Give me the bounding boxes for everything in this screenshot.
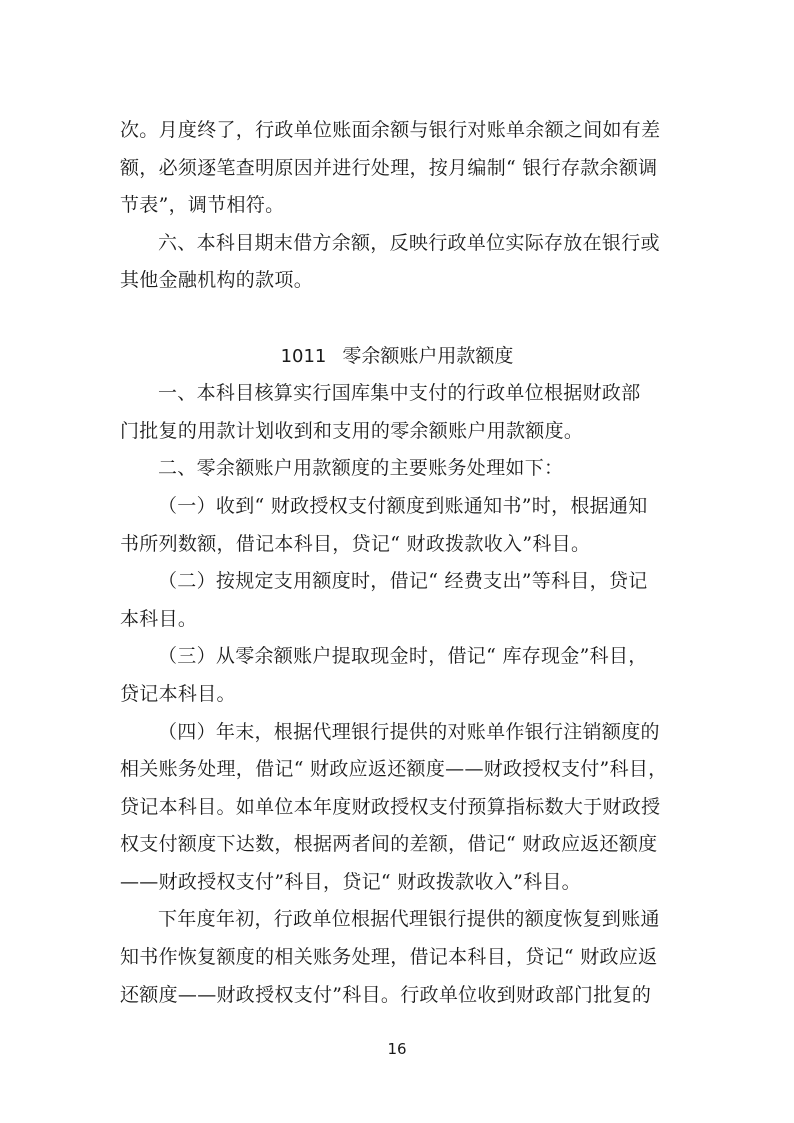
text-line: 贷记本科目。 [120,682,236,705]
text-line: 下年度年初，行政单位根据代理银行提供的额度恢复到账通 [158,908,660,931]
text-line: ——财政授权支付”科目，贷记“ 财政拨款收入”科目。 [120,870,581,893]
text-line: 其他金融机构的款项。 [120,269,314,292]
text-line: 一、本科目核算实行国库集中支付的行政单位根据财政部 [158,382,641,405]
text-line: 六、本科目期末借方余额，反映行政单位实际存放在银行或 [158,231,660,254]
text-line: （三）从零余额账户提取现金时，借记“ 库存现金”科目， [158,645,648,668]
account-code: 1011 [280,345,327,367]
paragraph-next-year [120,901,674,1014]
account-title: 零余额账户用款额度 [342,344,514,367]
text-line: 贷记本科目。如单位本年度财政授权支付预算指标数大于财政授 [120,795,661,818]
text-line: （二）按规定支用额度时，借记“ 经费支出”等科目，贷记 [158,570,648,593]
text-line: 额，必须逐笔查明原因并进行处理，按月编制“ 银行存款余额调 [120,156,658,179]
paragraph-item-two [120,563,674,638]
text-line: 知书作恢复额度的相关账务处理，借记本科目，贷记“ 财政应返 [120,946,658,969]
text-line: （一）收到“ 财政授权支付额度到账通知书”时，根据通知 [158,494,648,517]
paragraph-two [120,450,674,488]
paragraph-item-three [120,638,674,713]
body-text [120,112,674,1014]
text-line: 二、零余额账户用款额度的主要账务处理如下： [158,457,564,480]
paragraph-continuation [120,112,674,225]
text-line: 书所列数额，借记本科目，贷记“ 财政拨款收入”科目。 [120,532,591,555]
text-line: 门批复的用款计划收到和支用的零余额账户用款额度。 [120,419,584,442]
page-number: 16 [387,1040,407,1058]
text-line: 相关账务处理，借记“ 财政应返还额度——财政授权支付”科目， [120,758,668,781]
section-heading [120,338,674,376]
paragraph-item-one [120,488,674,563]
text-line: （四）年末，根据代理银行提供的对账单作银行注销额度的 [158,720,660,743]
text-line: 权支付额度下达数，根据两者间的差额，借记“ 财政应返还额度 [120,833,658,856]
text-line: 次。月度终了，行政单位账面余额与银行对账单余额之间如有差 [120,119,661,141]
text-line: 还额度——财政授权支付”科目。行政单位收到财政部门批复的 [120,983,652,1006]
paragraph-one [120,375,674,450]
text-line: 节表”，调节相符。 [120,194,285,217]
paragraph-item-four [120,714,674,902]
text-line: 本科目。 [120,607,198,630]
paragraph-six [120,225,674,300]
